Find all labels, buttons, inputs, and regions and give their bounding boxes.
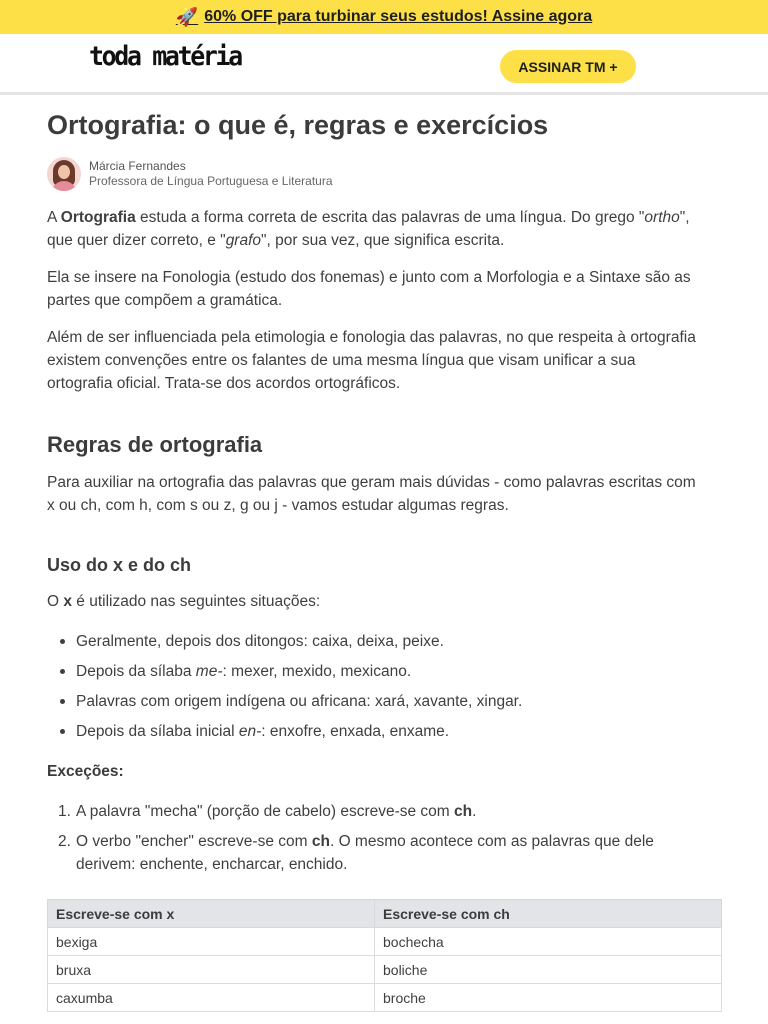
site-header — [0, 34, 768, 95]
table-row — [48, 984, 722, 1012]
spelling-table — [47, 899, 722, 1012]
table-header-x: Escreve-se com x — [48, 900, 375, 928]
subscribe-button[interactable]: ASSINAR TM + — [500, 50, 636, 83]
site-logo[interactable]: toda matéria — [89, 41, 241, 72]
promo-link[interactable] — [176, 8, 592, 26]
table-row — [48, 956, 722, 984]
table-cell: boliche — [375, 956, 722, 984]
table-cell: bochecha — [375, 928, 722, 956]
table-cell: bruxa — [48, 956, 375, 984]
subsection-heading: Uso do x e do ch — [47, 555, 192, 575]
table-cell: broche — [375, 984, 722, 1012]
author-role: Professora de Língua Portuguesa e Literatura — [89, 174, 333, 188]
section-heading: Regras de ortografia — [47, 432, 263, 457]
intro-paragraph-1: A Ortografia estuda a forma correta de escrita das palavras de uma língua. Do grego "ortho", que quer dizer correto, e "grafo", por sua vez, que significa escrita. — [47, 209, 690, 249]
table-header-row — [48, 900, 722, 928]
list-item: Palavras com origem indígena ou africana: xará, xavante, xingar. — [58, 690, 522, 720]
list-item: Depois da sílaba inicial en-: enxofre, enxada, enxame. — [58, 720, 522, 750]
table-header-ch: Escreve-se com ch — [375, 900, 722, 928]
list-item: Geralmente, depois dos ditongos: caixa, deixa, peixe. — [58, 630, 522, 660]
intro-paragraph-3: Além de ser influenciada pela etimologia e fonologia das palavras, no que respeita à ortografia existem convenções entre os falantes de uma mesma língua que visam unificar a sua ortografia oficial. Trata-se dos acordos ortográficos. — [47, 329, 696, 392]
table-row — [48, 928, 722, 956]
page-title: Ortografia: o que é, regras e exercícios — [47, 110, 549, 140]
avatar[interactable] — [47, 157, 81, 191]
subsection-lead: O x é utilizado nas seguintes situações: — [47, 593, 321, 610]
promo-banner — [0, 0, 768, 34]
rocket-icon: 🚀 — [175, 7, 199, 27]
exceptions-list — [58, 800, 654, 873]
table-cell: bexiga — [48, 928, 375, 956]
intro-paragraph-2: Ela se insere na Fonologia (estudo dos fonemas) e junto com a Morfologia e a Sintaxe são as partes que compõem a gramática. — [47, 269, 691, 309]
section-paragraph: Para auxiliar na ortografia das palavras que geram mais dúvidas - como palavras escritas com x ou ch, com h, com s ou z, g ou j - vamos estudar algumas regras. — [47, 474, 696, 514]
list-item: 1. A palavra "mecha" (porção de cabelo) escreve-se com ch. — [58, 803, 477, 820]
author-name[interactable]: Márcia Fernandes — [89, 159, 186, 173]
table-cell: caxumba — [48, 984, 375, 1012]
list-item: Depois da sílaba me-: mexer, mexido, mexicano. — [58, 660, 522, 690]
term-ortografia: Ortografia — [60, 209, 136, 226]
list-item: 2. O verbo "encher" escreve-se com ch. O mesmo acontece com as palavras que dele derivem: enchente, encharcar, enchido. — [58, 833, 654, 873]
promo-text: 60% OFF para turbinar seus estudos! Assine agora — [204, 8, 593, 25]
usage-list — [58, 630, 522, 750]
exceptions-heading: Exceções: — [47, 763, 124, 780]
author-info — [47, 157, 333, 191]
